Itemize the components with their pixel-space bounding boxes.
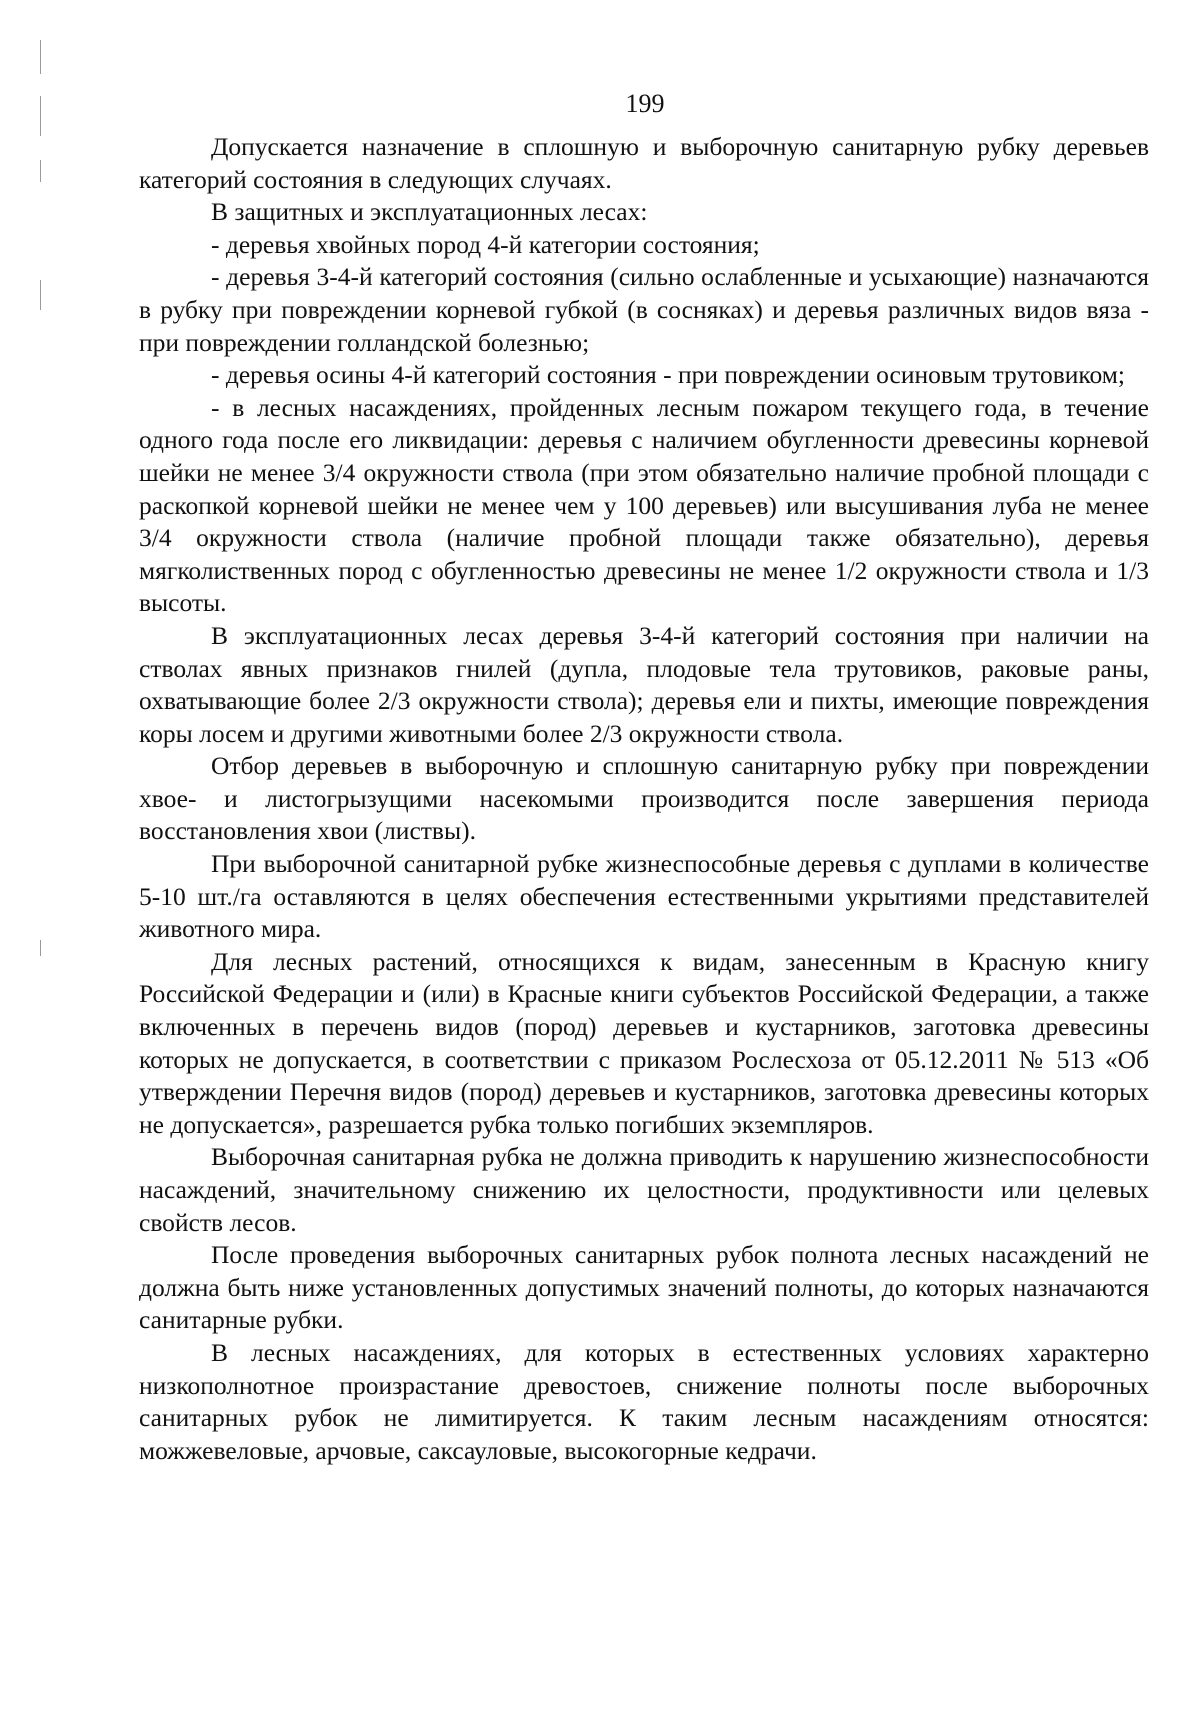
scan-mark — [40, 280, 41, 310]
paragraph: Для лесных растений, относящихся к видам, занесенным в Красную книгу Российской Федерации и (или) в Красные книги субъектов Российской Федерации, а также включенных в перечень видов (пород) деревьев и кустарников, заготовка древесины которых не допускается, в соответствии с приказом Рослесхоза от 05.12.2011 № 513 «Об утверждении Перечня видов (пород) деревьев и кустарников, заготовка древесины которых не допускается», разрешается рубка только погибших экземпляров. — [139, 946, 1149, 1139]
list-item: - деревья хвойных пород 4-й категории состояния; — [211, 229, 760, 259]
page-number: 199 — [625, 89, 665, 118]
paragraph: После проведения выборочных санитарных рубок полнота лесных насаждений не должна быть ниже установленных допустимых значений полноты, до которых назначаются санитарные рубки. — [139, 1240, 1149, 1335]
list-item: - в лесных насаждениях, пройденных лесным пожаром текущего года, в течение одного года после его ликвидации: деревья с наличием обугленности древесины корневой шейки не менее 3/4 окружности ствола (при этом обязательно наличие пробной площади с раскопкой корневой шейки не менее чем у 100 деревьев) или высушивания луба не менее 3/4 окружности ствола (наличие пробной площади также обязательно), деревья мягколиственных пород с обугленностью древесины не менее 1/2 окружности ствола и 1/3 высоты. — [139, 392, 1149, 618]
list-item: - деревья осины 4-й категорий состояния - при повреждении осиновым трутовиком; — [211, 360, 1125, 390]
paragraph: Выборочная санитарная рубка не должна приводить к нарушению жизнеспособности насаждений, значительному снижению их целостности, продуктивности или целевых свойств лесов. — [139, 1142, 1149, 1237]
paragraph: Допускается назначение в сплошную и выборочную санитарную рубку деревьев категорий состояния в следующих случаях. — [139, 132, 1149, 194]
document-body — [139, 131, 1149, 1467]
paragraph: В лесных насаждениях, для которых в естественных условиях характерно низкополнотное произрастание древостоев, снижение полноты после выборочных санитарных рубок не лимитируется. К таким лесным насаждениям относятся: можжевеловые, арчовые, саксауловые, высокогорные кедрачи. — [139, 1337, 1149, 1465]
list-item: - деревья 3-4-й категорий состояния (сильно ослабленные и усыхающие) назначаются в рубку при повреждении корневой губкой (в сосняках) и деревья различных видов вяза - при повреждении голландской болезнью; — [139, 262, 1149, 357]
paragraph: В защитных и эксплуатационных лесах: — [211, 197, 648, 227]
scan-mark — [40, 940, 41, 956]
paragraph: При выборочной санитарной рубке жизнеспособные деревья с дуплами в количестве 5-10 шт./га оставляются в целях обеспечения естественными укрытиями представителей животного мира. — [139, 849, 1149, 944]
scan-mark — [40, 40, 41, 74]
paragraph: Отбор деревьев в выборочную и сплошную санитарную рубку при повреждении хвое- и листогрызущими насекомыми производится после завершения периода восстановления хвои (листвы). — [139, 751, 1149, 846]
scan-mark — [40, 160, 41, 182]
paragraph: В эксплуатационных лесах деревья 3-4-й категорий состояния при наличии на стволах явных признаков гнилей (дупла, плодовые тела трутовиков, раковые раны, охватывающие более 2/3 окружности ствола); деревья ели и пихты, имеющие повреждения коры лосем и другими животными более 2/3 окружности ствола. — [139, 620, 1149, 748]
